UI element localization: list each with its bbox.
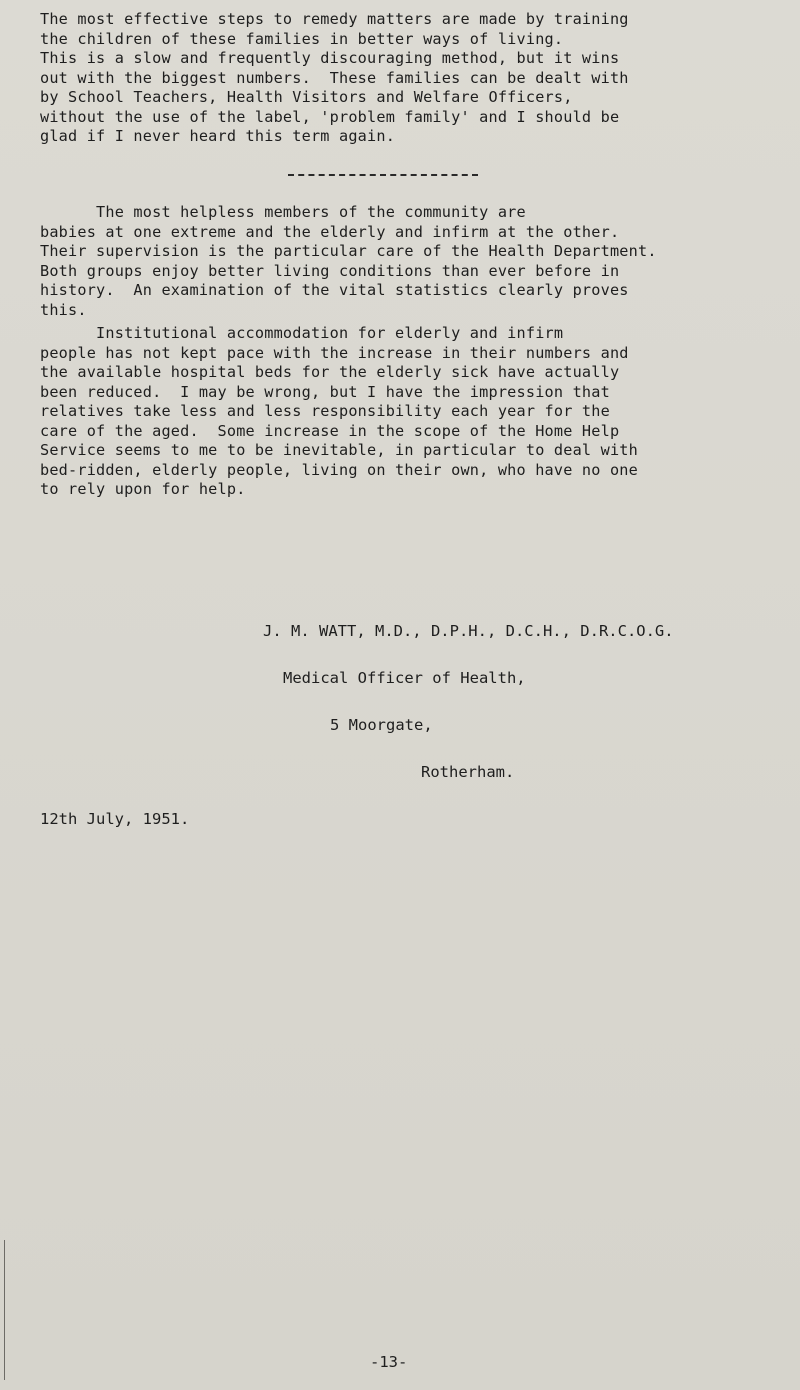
- signatory-name: J. M. WATT, M.D., D.P.H., D.C.H., D.R.C.O.G.: [263, 622, 674, 640]
- section-divider: [288, 174, 478, 176]
- signatory-address-town: Rotherham.: [421, 763, 515, 781]
- signatory-address-street: 5 Moorgate,: [330, 716, 433, 734]
- paragraph-institutional-accommodation: Institutional accommodation for elderly and infirm people has not kept pace with the increase in their numbers and the available hospital beds for the elderly sick have actually been reduced. I may be wrong, but I have the impression that relatives take less and less responsibility each year for the care of the aged. Some increase in the scope of the Home Help Service seems to me to be inevitable, in particular to deal with bed-ridden, elderly people, living on their own, who have no one to rely upon for help.: [40, 324, 638, 498]
- signatory-title: Medical Officer of Health,: [283, 669, 526, 687]
- document-date: 12th July, 1951.: [40, 810, 190, 828]
- paragraph-problem-families: The most effective steps to remedy matters are made by training the children of these families in better ways of living. This is a slow and frequently discouraging method, but it wins out with the biggest numbers. These families can be dealt with by School Teachers, Health Visitors and Welfare Officers, without the use of the label, 'problem family' and I should be glad if I never heard this term again.: [40, 10, 629, 145]
- scan-edge-mark: [4, 1240, 5, 1380]
- page-number: -13-: [370, 1353, 408, 1371]
- paragraph-helpless-members: The most helpless members of the community are babies at one extreme and the elderly and infirm at the other. Their supervision is the particular care of the Health Department. Both groups enjoy better living conditions than ever before in history. An examination of the vital statistics clearly proves this.: [40, 203, 657, 319]
